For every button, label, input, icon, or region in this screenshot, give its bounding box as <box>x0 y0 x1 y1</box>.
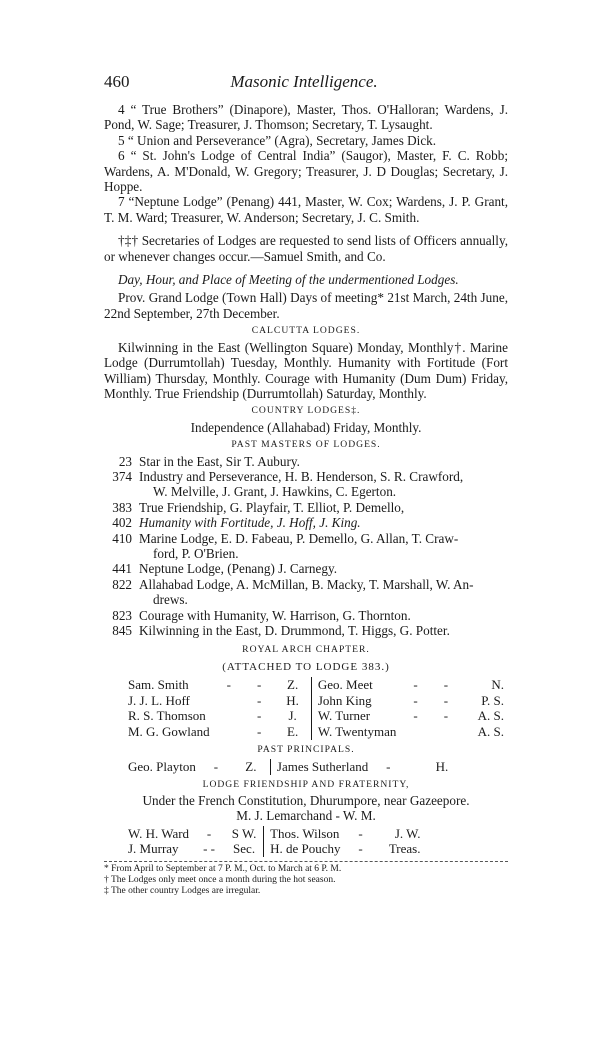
officer-row: Geo. Playton - Z. James Sutherland - H. <box>128 759 449 774</box>
past-masters-heading: PAST MASTERS OF LODGES. <box>231 439 381 451</box>
officer-row: W. H. Ward - S W. Thos. Wilson - J. W. <box>128 825 421 841</box>
prov-grand-lodge: Prov. Grand Lodge (Town Hall) Days of meeting* 21st March, 24th June, 22nd September, 27th December. <box>104 290 508 321</box>
footnote-rule <box>104 861 508 862</box>
officer-row: Sam. Smith - - Z. Geo. Meet - - N. <box>128 677 504 693</box>
footnote: † The Lodges only meet once a month during the hot season. <box>104 875 336 885</box>
lodge-entry: 4 “ True Brothers” (Dinapore), Master, Thos. O'Halloran; Wardens, J. Pond, W. Sage; Treasurer, J. Thomson; Secretary, T. Lysaught. <box>104 102 508 133</box>
past-master-entry: 402 Humanity with Fortitude, J. Hoff, J. King. <box>112 515 361 531</box>
friendship-line: Under the French Constitution, Dhurumpore, near Gazeepore. <box>142 793 470 808</box>
royal-arch-officers <box>124 677 508 739</box>
lodge-entry: 7 “Neptune Lodge” (Penang) 441, Master, W. Cox; Wardens, J. P. Grant, T. M. Ward; Treasurer, W. Anderson; Secretary, J. C. Smith. <box>104 194 508 225</box>
country-lodges: Independence (Allahabad) Friday, Monthly. <box>190 419 422 435</box>
running-title: Masonic Intelligence. <box>230 72 378 91</box>
friendship-heading: LODGE FRIENDSHIP AND FRATERNITY, <box>202 778 410 790</box>
secretaries-note: †‡† Secretaries of Lodges are requested to send lists of Officers annually, or whenever changes occur.—Samuel Smith, and Co. <box>104 233 508 264</box>
calcutta-lodges: Kilwinning in the East (Wellington Square) Monday, Monthly†. Marine Lodge (Durrumtollah) Tuesday, Monthly. Humanity with Fortitude (Fort William) Thursday, Monthly. Courage with Humanity (Dum Dum) Friday, Monthly. True Friendship (Durrumtollah) Saturday, Monthly. <box>104 339 508 401</box>
past-principals <box>124 759 452 775</box>
officer-row: M. G. Gowland - E. W. Twentyman A. S. <box>128 724 504 739</box>
lodge-entry: 5 “ Union and Perseverance” (Agra), Secretary, James Dick. <box>118 132 437 148</box>
past-master-entry: 822 Allahabad Lodge, A. McMillan, B. Macky, T. Marshall, W. An- drews. <box>112 576 474 608</box>
past-master-entry: 845 Kilwinning in the East, D. Drummond, T. Higgs, G. Potter. <box>112 623 450 638</box>
past-master-entry: 441 Neptune Lodge, (Penang) J. Carnegy. <box>112 561 337 577</box>
friendship-officers <box>124 826 424 857</box>
page-body <box>104 102 508 897</box>
past-master-entry: 410 Marine Lodge, E. D. Fabeau, P. Demello, G. Allan, T. Craw- ford, P. O'Brien. <box>112 530 459 561</box>
royal-arch-heading: ROYAL ARCH CHAPTER. <box>242 644 370 656</box>
meeting-heading: Day, Hour, and Place of Meeting of the undermentioned Lodges. <box>118 272 459 288</box>
past-master-entry: 823 Courage with Humanity, W. Harrison, G. Thornton. <box>112 607 411 623</box>
officer-row: J. J. L. Hoff - H. John King - - P. S. <box>128 692 504 708</box>
footnote: * From April to September at 7 P. M., Oct. to March at 6 P. M. <box>104 864 342 874</box>
country-heading: COUNTRY LODGES‡. <box>251 405 361 417</box>
officer-row: R. S. Thomson - J. W. Turner - - A. S. <box>128 708 504 724</box>
past-master-entry: 374 Industry and Perseverance, H. B. Henderson, S. R. Crawford, W. Melville, J. Grant, J. Hawkins, C. Egerton. <box>112 468 464 500</box>
friendship-master: M. J. Lemarchand - W. M. <box>236 808 376 824</box>
page-header <box>104 72 504 96</box>
past-principals-heading: PAST PRINCIPALS. <box>257 743 355 755</box>
calcutta-heading: CALCUTTA LODGES. <box>251 325 361 337</box>
past-master-entry: 383 True Friendship, G. Playfair, T. Elliot, P. Demello, <box>112 499 405 515</box>
past-master-entry: 23 Star in the East, Sir T. Aubury. <box>118 453 300 469</box>
page-number: 460 <box>104 72 130 91</box>
lodge-entry: 6 “ St. John's Lodge of Central India” (Saugor), Master, F. C. Robb; Wardens, A. M'Donald, W. Gregory; Treasurer, J. D Douglas; Secretary, J. Hoppe. <box>104 148 508 195</box>
officer-row: J. Murray - - Sec. H. de Pouchy - Treas. <box>128 841 421 857</box>
royal-arch-subheading: (ATTACHED TO LODGE 383.) <box>222 660 390 673</box>
footnote: ‡ The other country Lodges are irregular. <box>104 886 261 896</box>
